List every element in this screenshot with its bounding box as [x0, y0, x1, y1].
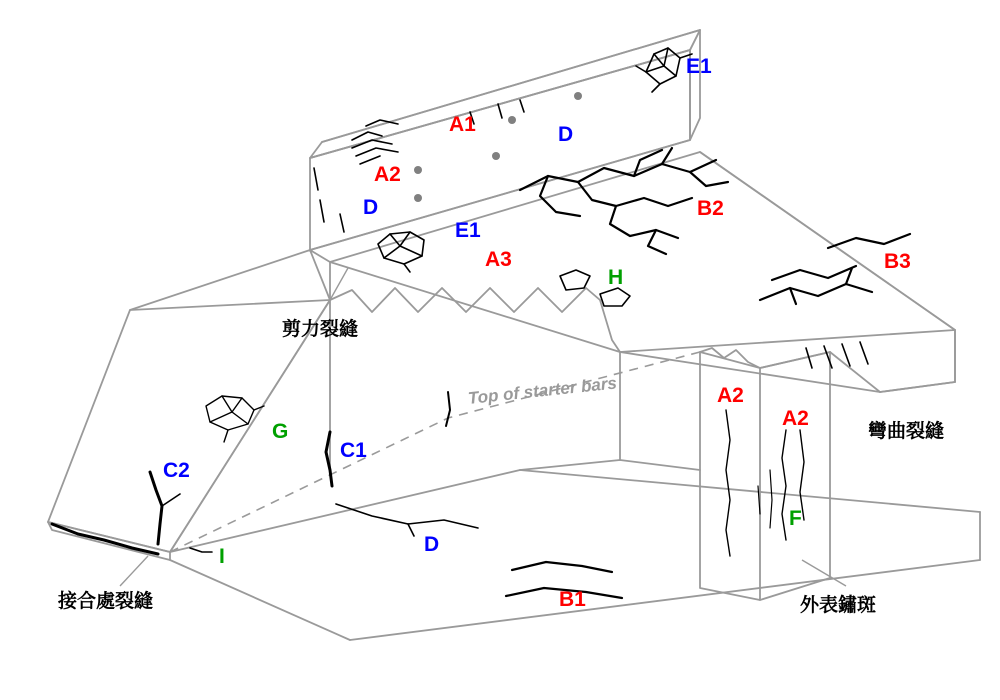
label-d-parapet: D	[558, 123, 574, 146]
annotation-flexural-crack: 彎曲裂縫	[868, 420, 945, 442]
crack-a2-pier	[726, 410, 804, 556]
label-d-parapet-lower: D	[363, 196, 379, 219]
label-b1-soffit: B1	[559, 588, 586, 611]
label-a2-parapet: A2	[374, 163, 401, 186]
label-c2: C2	[163, 459, 190, 482]
label-a1-parapet: A1	[449, 113, 476, 136]
crack-i-base	[190, 548, 212, 552]
label-b2-deck: B2	[697, 197, 724, 220]
label-h-spall: H	[608, 266, 624, 289]
label-a2-pier-right: A2	[782, 407, 809, 430]
crack-c2	[150, 472, 180, 544]
label-a2-pier-left: A2	[717, 384, 744, 407]
annotation-joint-crack: 接合處裂縫	[58, 590, 154, 612]
annotation-shear-crack: 剪力裂縫	[282, 318, 359, 340]
crack-c1	[326, 432, 332, 486]
crack-a1-a2-parapet	[314, 100, 524, 232]
crack-joint-base	[52, 524, 158, 554]
label-d-soffit: D	[424, 533, 440, 556]
crack-e1-parapet	[636, 48, 692, 92]
label-e1-lower: E1	[455, 219, 481, 242]
label-a3-haunch: A3	[485, 248, 512, 271]
label-c1: C1	[340, 439, 367, 462]
crack-a3-haunch	[446, 392, 450, 426]
rebar-dots	[414, 92, 582, 202]
label-g-wingwall: G	[272, 420, 289, 443]
label-f-rust: F	[789, 507, 802, 530]
label-b3-deck: B3	[884, 250, 911, 273]
annotation-top-of-starter-bars: Top of starter bars	[467, 373, 618, 408]
annotation-surface-rust: 外表鏽斑	[800, 594, 877, 616]
label-i-base: I	[219, 545, 225, 568]
label-e1-parapet-top: E1	[686, 55, 712, 78]
crack-e1-lower	[378, 232, 424, 272]
crack-network	[52, 48, 910, 598]
